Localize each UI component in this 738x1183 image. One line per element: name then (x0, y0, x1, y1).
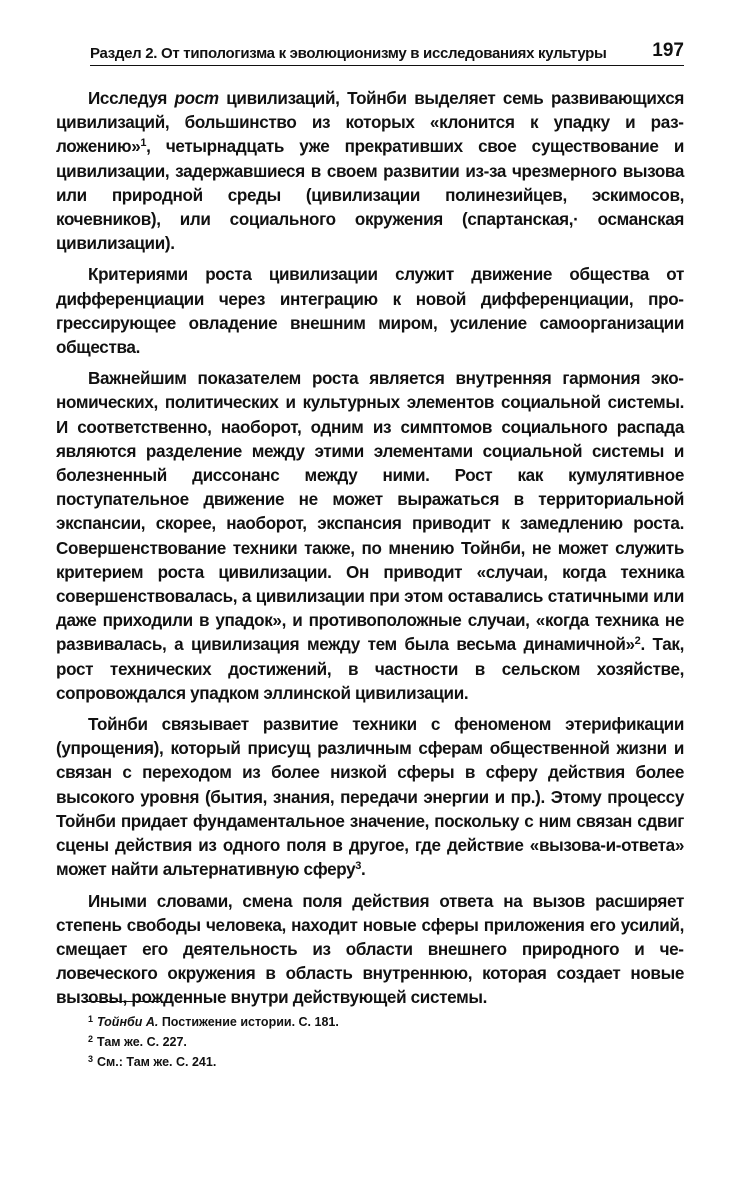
footnote-3 (88, 1052, 648, 1072)
paragraph-3 (56, 367, 684, 706)
footnote-ref: 1 (140, 137, 147, 150)
paragraph-text: . Так, рост технических достижений, в частности в сельском хозяйстве, сопровождался упадком эллинской цивилизации. (56, 635, 684, 703)
paragraph-text: , четырнадцать уже прекративших свое существование и цивилизации, задержавшиеся в своем развитии из-за чрезмерного вызова или природной среды (цивилизации полинезийцев, эскимосов, кочевников), или социального окружения (спартанская,· османская цивилизации). (56, 137, 684, 254)
footnote-number: 2 (88, 1034, 94, 1044)
paragraph-text: Тойнби связывает развитие техники с феноменом этерификации (упрощения), который присущ различным сферам общественной жизни и связан с переходом из более низкой сферы в сферу действия более высокого уровня (бытия, знания, передачи энергии и пр.). Этому процессу Тойнби придает фундаментальное значение, поскольку с ним связан сдвиг сцены действия из одного поля в другое, где действие «вызова-и-ответа» может найти альтернативную сферу (56, 715, 684, 880)
footnote-text: См.: Там же. С. 241. (97, 1055, 217, 1069)
footnotes (88, 1012, 648, 1072)
page-number: 197 (652, 40, 684, 61)
footnote-ref: 3 (355, 860, 362, 873)
footnote-number: 1 (88, 1014, 94, 1024)
footnote-number: 3 (88, 1054, 94, 1064)
footnote-text: Постижение истории. С. 181. (158, 1015, 339, 1029)
footnote-ref: 2 (634, 635, 641, 648)
footnote-text: Там же. С. 227. (97, 1035, 187, 1049)
paragraph-5: Иными словами, смена поля действия ответа на вызов расширяет степень свободы человека, находит новые сферы приложения его усилий, смещает его деятельность из области внешнего природного и человеческого окружения в область внутреннюю, которая создает новые вызовы, рожденные внутри действующей системы. (56, 891, 684, 1008)
footnote-2 (88, 1032, 648, 1052)
running-title: Раздел 2. От типологизма к эволюционизму в исследованиях культуры (90, 45, 607, 62)
paragraph-text: Исследуя (88, 89, 175, 108)
paragraph-text: цивилизаций, Тойнби выделяет семь развивающихся цивилизаций, большинство из которых «клонится к упадку и разложению» (56, 89, 685, 157)
paragraph-4 (56, 713, 684, 882)
footnote-author: Тойнби А. (97, 1015, 159, 1029)
paragraph-1 (56, 87, 684, 256)
running-header (90, 40, 684, 66)
paragraph-2: Критериями роста цивилизации служит движение общества от дифференциации через интеграцию к новой дифференциации, прогрессирующее овладение внешним миром, усиление самоорганизации общества. (56, 265, 684, 358)
emphasis-text: рост (174, 89, 219, 108)
footnote-1 (88, 1012, 648, 1032)
paragraph-text: . (361, 860, 366, 880)
footnote-divider (82, 1001, 160, 1002)
paragraph-text: Важнейшим показателем роста является внутренняя гармония экономических, политических и культурных элементов социальной системы. И соответственно, наоборот, одним из симптомов социального распада являются разделение между этими элементами социальной системы и болезненный диссонанс между ними. Рост как кумулятивное поступательное движение не может выражаться в территориальной экспансии, скорее, наоборот, экспансия приводит к замедлению роста. Совершенствование техники также, по мнению Тойнби, не может служить критерием роста цивилизации. Он приводит «случаи, когда техника совершенствовалась, а цивилизации при этом оставались статичными или даже приходили в упадок», и противоположные случаи, «когда техника не развивалась, а цивилизация между тем была весьма динамичной» (56, 369, 684, 655)
main-text (56, 87, 684, 1018)
